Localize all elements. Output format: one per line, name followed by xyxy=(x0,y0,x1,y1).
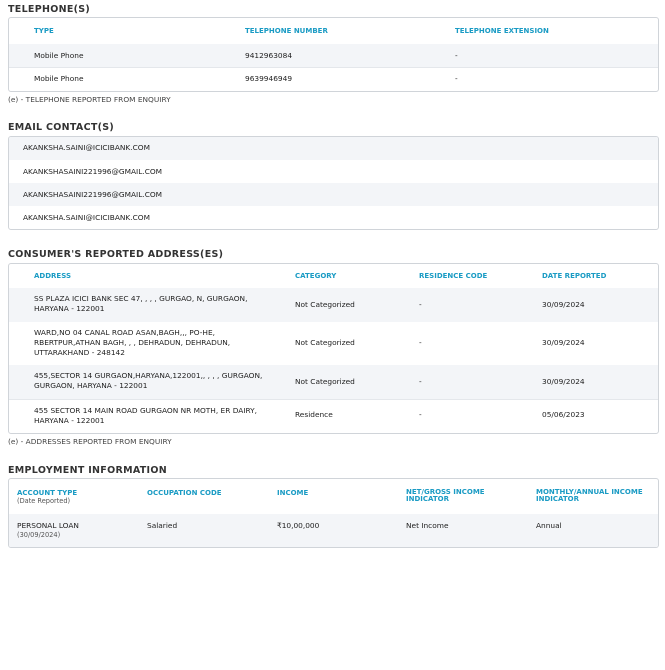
header-category: CATEGORY xyxy=(295,272,337,280)
employment-title: EMPLOYMENT INFORMATION xyxy=(8,465,167,476)
emails-title: EMAIL CONTACT(S) xyxy=(8,122,115,133)
header-occupation-code: OCCUPATION CODE xyxy=(147,489,222,497)
table-row xyxy=(9,68,658,91)
occupation-value: Salaried xyxy=(147,521,178,530)
table-row xyxy=(9,365,658,399)
employment-account-type xyxy=(17,521,79,540)
employment-table xyxy=(8,478,659,548)
emails-table xyxy=(8,136,659,230)
address-residence-code: - xyxy=(419,410,422,419)
phone-number: 9639946949 xyxy=(245,74,293,83)
telephones-note: (e) - TELEPHONE REPORTED FROM ENQUIRY xyxy=(8,95,171,104)
address-residence-code: - xyxy=(419,377,422,386)
telephones-title: TELEPHONE(S) xyxy=(8,4,91,15)
phone-extension: - xyxy=(455,51,458,60)
address-residence-code: - xyxy=(419,300,422,309)
income-value: ₹10,00,000 xyxy=(277,521,320,530)
phone-type: Mobile Phone xyxy=(34,74,84,83)
header-income: INCOME xyxy=(277,489,309,497)
table-row xyxy=(9,400,658,433)
header-account-type xyxy=(17,489,77,505)
net-gross-value: Net Income xyxy=(406,521,449,530)
table-row xyxy=(9,322,658,365)
date-reported-value: (30/09/2024) xyxy=(17,531,61,539)
address-date: 05/06/2023 xyxy=(542,410,585,419)
header-residence-code: RESIDENCE CODE xyxy=(419,272,488,280)
header-type: TYPE xyxy=(34,27,54,35)
header-date-reported: DATE REPORTED xyxy=(542,272,607,280)
address-value: SS PLAZA ICICI BANK SEC 47, , , , GURGAO, N, GURGAON, HARYANA - 122001 xyxy=(34,294,248,313)
address-category: Residence xyxy=(295,410,333,419)
address-category: Not Categorized xyxy=(295,300,355,309)
account-type-value: PERSONAL LOAN xyxy=(17,521,79,530)
address-residence-code: - xyxy=(419,338,422,347)
list-item xyxy=(9,137,658,160)
monthly-annual-value: Annual xyxy=(536,521,562,530)
header-date-reported-sub: (Date Reported) xyxy=(17,497,71,505)
list-item xyxy=(9,206,658,229)
phone-type: Mobile Phone xyxy=(34,51,84,60)
header-telephone-extension: TELEPHONE EXTENSION xyxy=(455,27,549,35)
addresses-note: (e) - ADDRESSES REPORTED FROM ENQUIRY xyxy=(8,437,172,446)
table-row xyxy=(9,514,658,547)
address-category: Not Categorized xyxy=(295,377,355,386)
address-value: 455,SECTOR 14 GURGAON,HARYANA,122001,, , , , GURGAON, GURGAON, HARYANA - 122001 xyxy=(34,371,263,390)
addresses-title: CONSUMER'S REPORTED ADDRESS(ES) xyxy=(8,249,224,260)
header-monthly-annual-income: MONTHLY/ANNUAL INCOME INDICATOR xyxy=(536,488,643,503)
header-telephone-number: TELEPHONE NUMBER xyxy=(245,27,328,35)
phone-number: 9412963084 xyxy=(245,51,293,60)
header-account-type-label: ACCOUNT TYPE xyxy=(17,489,78,497)
address-date: 30/09/2024 xyxy=(542,377,585,386)
email-value: AKANKSHA.SAINI@ICICIBANK.COM xyxy=(23,143,150,152)
address-value: 455 SECTOR 14 MAIN ROAD GURGAON NR MOTH, ER DAIRY, HARYANA - 122001 xyxy=(34,406,258,425)
header-net-gross-income: NET/GROSS INCOME INDICATOR xyxy=(406,488,485,503)
address-date: 30/09/2024 xyxy=(542,338,585,347)
phone-extension: - xyxy=(455,74,458,83)
table-row xyxy=(9,44,658,67)
addresses-table xyxy=(8,263,659,434)
list-item xyxy=(9,160,658,183)
telephones-table xyxy=(8,17,659,92)
header-address: ADDRESS xyxy=(34,272,71,280)
address-date: 30/09/2024 xyxy=(542,300,585,309)
email-value: AKANKSHASAINI221996@GMAIL.COM xyxy=(23,190,163,199)
table-row xyxy=(9,288,658,322)
email-value: AKANKSHASAINI221996@GMAIL.COM xyxy=(23,167,163,176)
address-value: WARD,NO 04 CANAL ROAD ASAN,BAGH,,, PO-HE, RBERTPUR,ATHAN BAGH, , , DEHRADUN, DEHRADUN, UTTARAKHAND - 248142 xyxy=(34,328,231,357)
list-item xyxy=(9,183,658,206)
email-value: AKANKSHA.SAINI@ICICIBANK.COM xyxy=(23,213,150,222)
address-category: Not Categorized xyxy=(295,338,355,347)
